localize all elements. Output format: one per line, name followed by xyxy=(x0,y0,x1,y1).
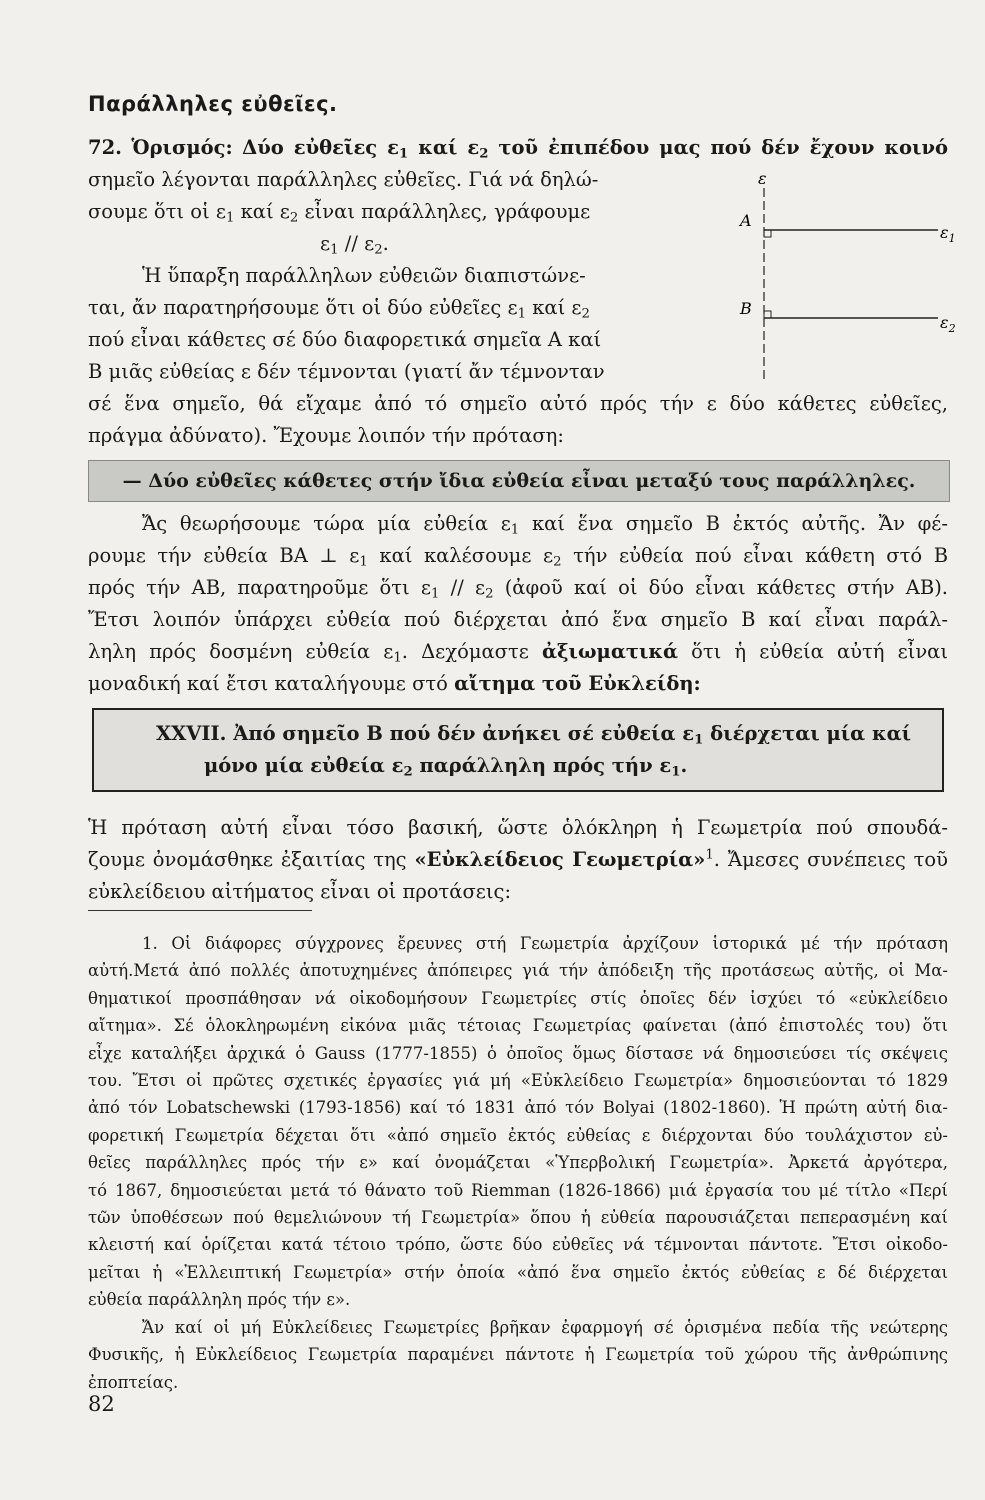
footnote: 1. Οἱ διάφορες σύγχρονες ἔρευνες στή Γεωμετρία ἀρχίζουν ἱστορικά μέ τήν πρόταση αὐτή.Μετά ἀπό πολλές ἀποτυχημένες ἀπόπειρες γιά τήν ἀπόδειξη τῆς προτάσεως αὐτῆς, οἱ Μα- θηματικοί προσπάθησαν νά οἰκοδομήσουν Γεωμετρίες στίς ὁποῖες δέν ἰσχύει τό «εὐκλείδειο αἴτημα». Σέ ὁλοκληρωμένη εἰκόνα μιᾶς τέτοιας Γεωμετρίας φαίνεται (ἀπό ἐπιστολές του) ὅτι εἶχε καταλήξει ἀρχικά ὁ Gauss (1777-1855) ὁ ὁποῖος ὅμως δίστασε νά δημοσιεύσει τίς σκέψεις του. Ἔτσι οἱ πρῶτες σχετικές ἐργασίες γιά μή «Εὐκλείδειο Γεωμετρία» δημοσιεύονται τό 1829 ἀπό τόν Lobatschewski (1793-1856) καί τό 1831 ἀπό τόν Bolyai (1802-1860). Ἡ πρώτη αὐτή δια- φορετική Γεωμετρία δέχεται ὅτι «ἀπό σημεῖο ἐκτός εὐθείας ε διέρχονται δύο τουλάχιστον εὐ- θεῖες παράλληλες πρός τήν ε» καί ὀνομάζεται «Ὑπερβολική Γεωμετρία». Ἀρκετά ἀργότερα, τό 1867, δημοσιεύεται μετά τό θάνατο τοῦ Riemman (1826-1866) μιά ἐργασία του μέ τίτλο «Περί τῶν ὑποθέσεων πού θεμελιώνουν τή Γεωμετρία» ὅπου ἡ εὐθεία παρουσιάζεται πεπερασμένη καί κλειστή καί ὁρίζεται κατά τέτοιο τρόπο, ὥστε δύο εὐθεῖες νά τέμνονται πάντοτε. Ἔτσι οἰκοδο- μεῖται ἡ «Ἐλλειπτική Γεωμετρία» στήν ὁποία «ἀπό ἕνα σημεῖο ἐκτός εὐθείας ε δέ διέρχεται εὐθεία παράλληλη πρός τήν ε». Ἄν καί οἱ μή Εὐκλείδειες Γεωμετρίες βρῆκαν ἐφαρμογή σέ ὁρισμένα πεδία τῆς νεώτερης Φυσικῆς, ἡ Εὐκλείδειος Γεωμετρία παραμένει πάντοτε ἡ Γεωμετρία τοῦ χώρου τῆς ἀνθρώπινης ἐποπτείας. xyxy=(88,934,948,1392)
label-e: ε xyxy=(758,169,767,188)
definition-continuation: σέ ἕνα σημεῖο, θά εἴχαμε ἀπό τό σημεῖο αὐτό πρός τήν ε δύο κάθετες εὐθεῖες, πράγμα ἀδύνατο). Ἔχουμε λοιπόν τήν πρόταση: xyxy=(88,392,948,447)
section-title: Παράλληλες εὐθεῖες. xyxy=(88,92,338,116)
label-e1: $\varepsilon_1$ xyxy=(940,223,956,245)
definition-line-1: 72. Ὁρισμός: Δύο εὐθεῖες $\varepsilon_1$ καί $\varepsilon_2$ τοῦ ἐπιπέδου μας πού δέν ἔχουν κοινό xyxy=(88,136,948,162)
parallel-notation: $\varepsilon_1 // \varepsilon_2$. xyxy=(320,232,389,258)
right-angle-mark-a xyxy=(764,230,771,237)
theorem-banner: — Δύο εὐθεῖες κάθετες στήν ἴδια εὐθεία εἶναι μεταξύ τους παράλληλες. xyxy=(88,460,950,502)
paragraph-existence: Ἄς θεωρήσουμε τώρα μία εὐθεία $\varepsilon_1$ καί ἕνα σημεῖο Β ἐκτός αὐτῆς. Ἄν φέ- ρουμε τήν εὐθεία ΒΑ ⊥ $\varepsilon_1$ καί καλέσουμε $\varepsilon_2$ τήν εὐθεία πού εἶναι κάθετη στό Β πρός τήν ΑΒ, παρατηροῦμε ὅτι $\varepsilon_1 // \varepsilon_2$ (ἀφοῦ καί οἱ δύο εἶναι κάθετες στήν ΑΒ). Ἔτσι λοιπόν ὑπάρχει εὐθεία πού διέρχεται ἀπό ἕνα σημεῖο Β καί εἶναι παράλ- ληλη πρός δοσμένη εὐθεία $\varepsilon_1$. Δεχόμαστε ἀξιωματικά ὅτι ἡ εὐθεία αὐτή εἶναι μοναδική καί ἔτσι καταλήγουμε στό αἴτημα τοῦ Εὐκλείδη: xyxy=(88,512,949,695)
footnote-divider xyxy=(88,910,312,911)
label-e2: $\varepsilon_2$ xyxy=(940,313,956,335)
page-number: 82 xyxy=(88,1392,115,1416)
euclid-axiom-box: XXVII. Ἀπό σημεῖο Β πού δέν ἀνήκει σέ εὐθεία $\varepsilon_1$ διέρχεται μία καί μόνο μία εὐθεία $\varepsilon_2$ παράλληλη πρός τήν $\varepsilon_1$. xyxy=(92,708,944,792)
axiom-numeral: XXVII. xyxy=(156,722,227,745)
definition-text: σημεῖο λέγονται παράλληλες εὐθεῖες. Γιά νά δηλώ- σουμε ὅτι οἱ $\varepsilon_1$ καί $\varepsilon_2$ εἶναι παράλληλες, γράφουμε $\varepsilon_1 // \varepsilon_2$. Ἡ ὕπαρξη παράλληλων εὐθειῶν διαπιστώνε- ται, ἄν παρατηρήσουμε ὅτι οἱ δύο εὐθεῖες $\varepsilon_1$ καί $\varepsilon_2$ πού εἶναι κάθετες σέ δύο διαφορετικά σημεῖα Α καί Β μιᾶς εὐθείας ε δέν τέμνονται (γιατί ἄν τέμνονταν xyxy=(88,164,648,388)
figure-diagram xyxy=(700,168,960,388)
right-angle-mark-b xyxy=(764,311,771,318)
label-B: Β xyxy=(740,299,752,318)
label-A: Α xyxy=(740,211,752,230)
paragraph-euclidean: Ἡ πρόταση αὐτή εἶναι τόσο βασική, ὥστε ὁλόκληρη ἡ Γεωμετρία πού σπουδά- ζουμε ὀνομάσθηκε ἐξαιτίας της «Εὐκλείδειος Γεωμετρία»$^1$. Ἄμεσες συνέπειες τοῦ εὐκλείδειου αἰτήματος εἶναι οἱ προτάσεις: xyxy=(88,816,949,903)
parallel-lines-figure xyxy=(700,168,960,388)
